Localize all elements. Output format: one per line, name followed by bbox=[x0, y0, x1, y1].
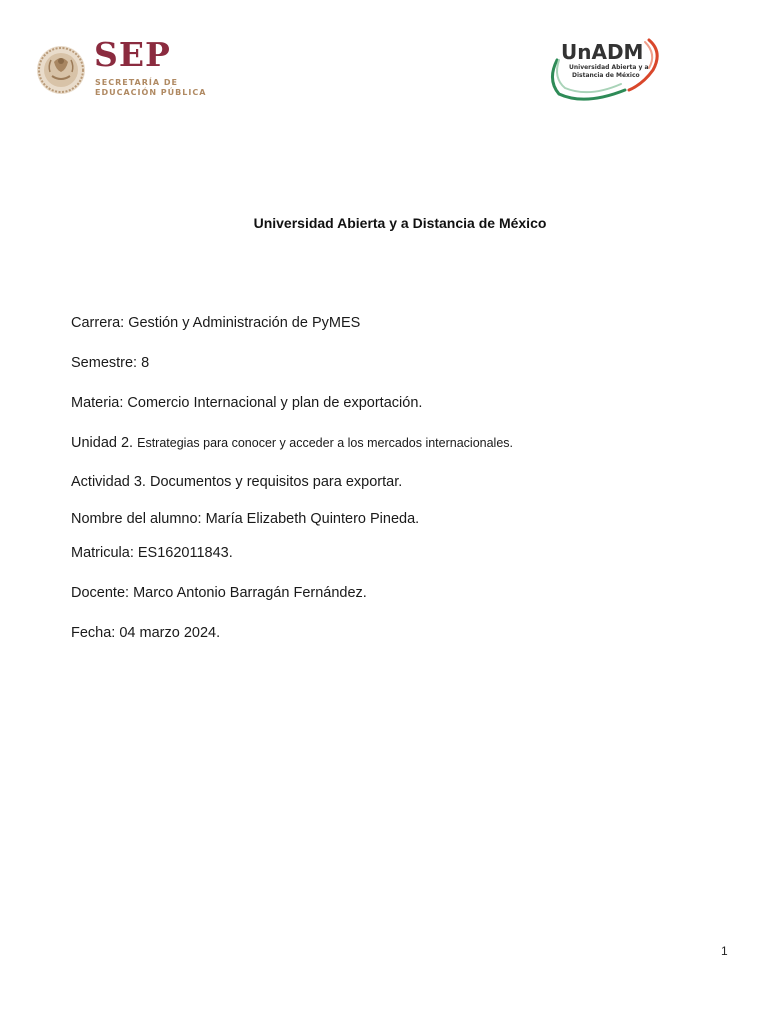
unadm-wordmark: UnADM bbox=[561, 40, 644, 64]
sep-logo bbox=[36, 35, 207, 100]
sep-wordmark: SEP bbox=[94, 35, 171, 74]
semestre-line: Semestre: 8 bbox=[71, 355, 150, 371]
unidad-prefix: Unidad 2. bbox=[71, 435, 134, 451]
sep-subtitle-line2: EDUCACIÓN PÚBLICA bbox=[95, 88, 207, 97]
unidad-text: Estrategias para conocer y acceder a los mercados internacionales. bbox=[137, 436, 514, 450]
actividad-line: Actividad 3. Documentos y requisitos para exportar. bbox=[71, 474, 403, 490]
sep-subtitle-line1: SECRETARÍA DE bbox=[95, 78, 178, 87]
docente-line: Docente: Marco Antonio Barragán Fernández. bbox=[71, 585, 367, 601]
matricula-line: Matricula: ES162011843. bbox=[71, 545, 233, 561]
page-number: 1 bbox=[721, 944, 728, 958]
alumno-line: Nombre del alumno: María Elizabeth Quintero Pineda. bbox=[71, 511, 420, 527]
fecha-line: Fecha: 04 marzo 2024. bbox=[71, 625, 221, 641]
unadm-logo bbox=[545, 36, 665, 102]
carrera-line: Carrera: Gestión y Administración de PyMES bbox=[71, 315, 361, 331]
unadm-subtitle-line1: Universidad Abierta y a bbox=[569, 64, 649, 71]
materia-line: Materia: Comercio Internacional y plan de exportación. bbox=[71, 395, 423, 411]
unidad-line bbox=[71, 435, 513, 451]
unadm-subtitle-line2: Distancia de México bbox=[572, 72, 640, 79]
mexico-seal-icon bbox=[36, 42, 88, 98]
document-title: Universidad Abierta y a Distancia de México bbox=[253, 215, 547, 231]
